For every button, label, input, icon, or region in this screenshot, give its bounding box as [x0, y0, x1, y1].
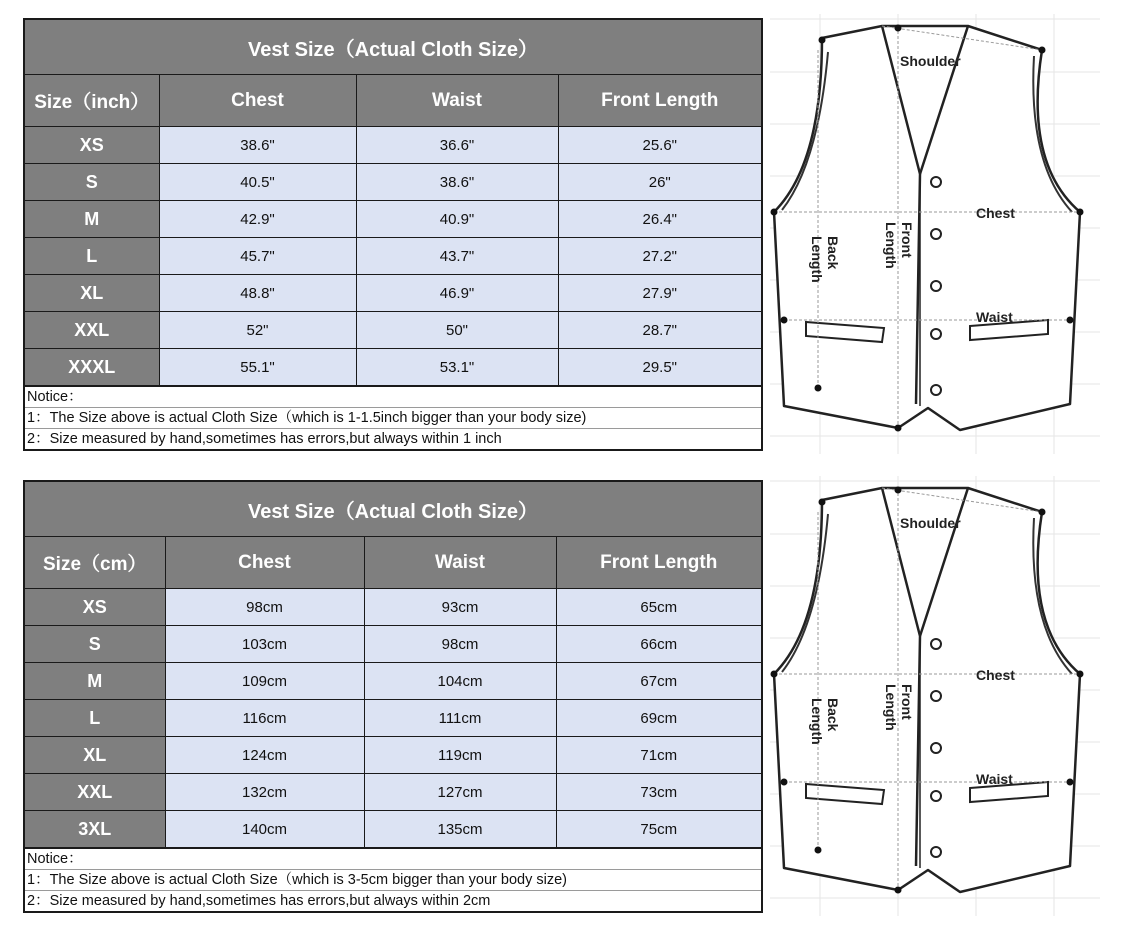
chest-cell: 38.6" — [159, 127, 356, 164]
note-item: 1：The Size above is actual Cloth Size（which is 3-5cm bigger than your body size) — [25, 870, 761, 891]
header-waist: Waist — [356, 75, 558, 127]
waist-cell: 111cm — [364, 700, 556, 737]
chest-cell: 140cm — [165, 811, 364, 848]
table-row — [25, 774, 761, 811]
chest-cell: 55.1" — [159, 349, 356, 386]
waist-cell: 38.6" — [356, 164, 558, 201]
front-length-cell: 73cm — [556, 774, 761, 811]
table-row — [25, 737, 761, 774]
table-header-row — [25, 75, 761, 127]
svg-text:Length: Length — [883, 684, 899, 731]
waist-cell: 98cm — [364, 626, 556, 663]
chest-label: Chest — [976, 667, 1015, 683]
size-cell: XXL — [25, 774, 165, 811]
svg-text:Back: Back — [825, 698, 841, 732]
size-cell: S — [25, 626, 165, 663]
front-length-cell: 69cm — [556, 700, 761, 737]
size-cell: XL — [25, 737, 165, 774]
waist-cell: 127cm — [364, 774, 556, 811]
note-item: 2：Size measured by hand,sometimes has errors,but always within 2cm — [27, 893, 491, 909]
chest-cell: 52" — [159, 312, 356, 349]
front-length-cell: 28.7" — [558, 312, 761, 349]
cm-size-table — [25, 537, 761, 848]
size-cell: XL — [25, 275, 159, 312]
table-row — [25, 127, 761, 164]
header-chest: Chest — [159, 75, 356, 127]
front-length-cell: 27.9" — [558, 275, 761, 312]
size-cell: XXL — [25, 312, 159, 349]
size-cell: 3XL — [25, 811, 165, 848]
front-length-cell: 75cm — [556, 811, 761, 848]
table-row — [25, 275, 761, 312]
waist-cell: 135cm — [364, 811, 556, 848]
chest-cell: 42.9" — [159, 201, 356, 238]
size-cell: XXXL — [25, 349, 159, 386]
vest-measurement-diagram — [770, 476, 1100, 916]
front-length-cell: 65cm — [556, 589, 761, 626]
table-row — [25, 589, 761, 626]
size-cell: M — [25, 201, 159, 238]
chest-label: Chest — [976, 205, 1015, 221]
size-cell: L — [25, 700, 165, 737]
chest-cell: 40.5" — [159, 164, 356, 201]
notes-section — [25, 848, 761, 911]
waist-cell: 40.9" — [356, 201, 558, 238]
notes-section — [25, 386, 761, 449]
size-cell: M — [25, 663, 165, 700]
svg-text:Front: Front — [899, 222, 915, 258]
table-row — [25, 164, 761, 201]
table-row — [25, 201, 761, 238]
waist-cell: 36.6" — [356, 127, 558, 164]
note-item: 2：Size measured by hand,sometimes has errors,but always within 1 inch — [27, 431, 502, 447]
table-row — [25, 626, 761, 663]
chest-cell: 98cm — [165, 589, 364, 626]
inch-size-table — [25, 75, 761, 386]
chest-cell: 45.7" — [159, 238, 356, 275]
front-length-cell: 27.2" — [558, 238, 761, 275]
svg-text:Back: Back — [825, 236, 841, 270]
table-row — [25, 312, 761, 349]
waist-label: Waist — [976, 771, 1013, 787]
header-front-length: Front Length — [558, 75, 761, 127]
cm-size-chart — [23, 480, 763, 913]
front-length-cell: 26.4" — [558, 201, 761, 238]
table-row — [25, 349, 761, 386]
chest-cell: 132cm — [165, 774, 364, 811]
front-length-cell: 26" — [558, 164, 761, 201]
size-cell: XS — [25, 127, 159, 164]
waist-cell: 46.9" — [356, 275, 558, 312]
chest-cell: 109cm — [165, 663, 364, 700]
shoulder-label: Shoulder — [900, 53, 961, 69]
header-front-length: Front Length — [556, 537, 761, 589]
header-waist: Waist — [364, 537, 556, 589]
notice-heading: Notice： — [25, 849, 761, 870]
cm-chart-title: Vest Size（Actual Cloth Size） — [25, 482, 761, 537]
notice-heading: Notice： — [25, 387, 761, 408]
waist-cell: 43.7" — [356, 238, 558, 275]
shoulder-label: Shoulder — [900, 515, 961, 531]
header-chest: Chest — [165, 537, 364, 589]
table-row — [25, 811, 761, 848]
table-row — [25, 663, 761, 700]
chest-cell: 124cm — [165, 737, 364, 774]
chest-cell: 116cm — [165, 700, 364, 737]
chest-cell: 48.8" — [159, 275, 356, 312]
vest-measurement-diagram — [770, 14, 1100, 454]
size-cell: S — [25, 164, 159, 201]
table-row — [25, 238, 761, 275]
vest-illustration — [770, 476, 1100, 916]
waist-label: Waist — [976, 309, 1013, 325]
front-length-cell: 29.5" — [558, 349, 761, 386]
table-row — [25, 700, 761, 737]
chest-cell: 103cm — [165, 626, 364, 663]
svg-text:Length: Length — [883, 222, 899, 269]
inch-size-chart — [23, 18, 763, 451]
waist-cell: 119cm — [364, 737, 556, 774]
table-header-row — [25, 537, 761, 589]
waist-cell: 50" — [356, 312, 558, 349]
svg-text:Length: Length — [809, 698, 825, 745]
size-cell: L — [25, 238, 159, 275]
inch-chart-title: Vest Size（Actual Cloth Size） — [25, 20, 761, 75]
header-size: Size（cm） — [25, 537, 165, 589]
front-length-cell: 25.6" — [558, 127, 761, 164]
waist-cell: 104cm — [364, 663, 556, 700]
front-length-cell: 71cm — [556, 737, 761, 774]
waist-cell: 93cm — [364, 589, 556, 626]
front-length-cell: 67cm — [556, 663, 761, 700]
front-length-cell: 66cm — [556, 626, 761, 663]
note-item: 1：The Size above is actual Cloth Size（which is 1-1.5inch bigger than your body size) — [25, 408, 761, 429]
vest-illustration — [770, 14, 1100, 454]
waist-cell: 53.1" — [356, 349, 558, 386]
size-cell: XS — [25, 589, 165, 626]
svg-text:Length: Length — [809, 236, 825, 283]
header-size: Size（inch） — [25, 75, 159, 127]
svg-text:Front: Front — [899, 684, 915, 720]
